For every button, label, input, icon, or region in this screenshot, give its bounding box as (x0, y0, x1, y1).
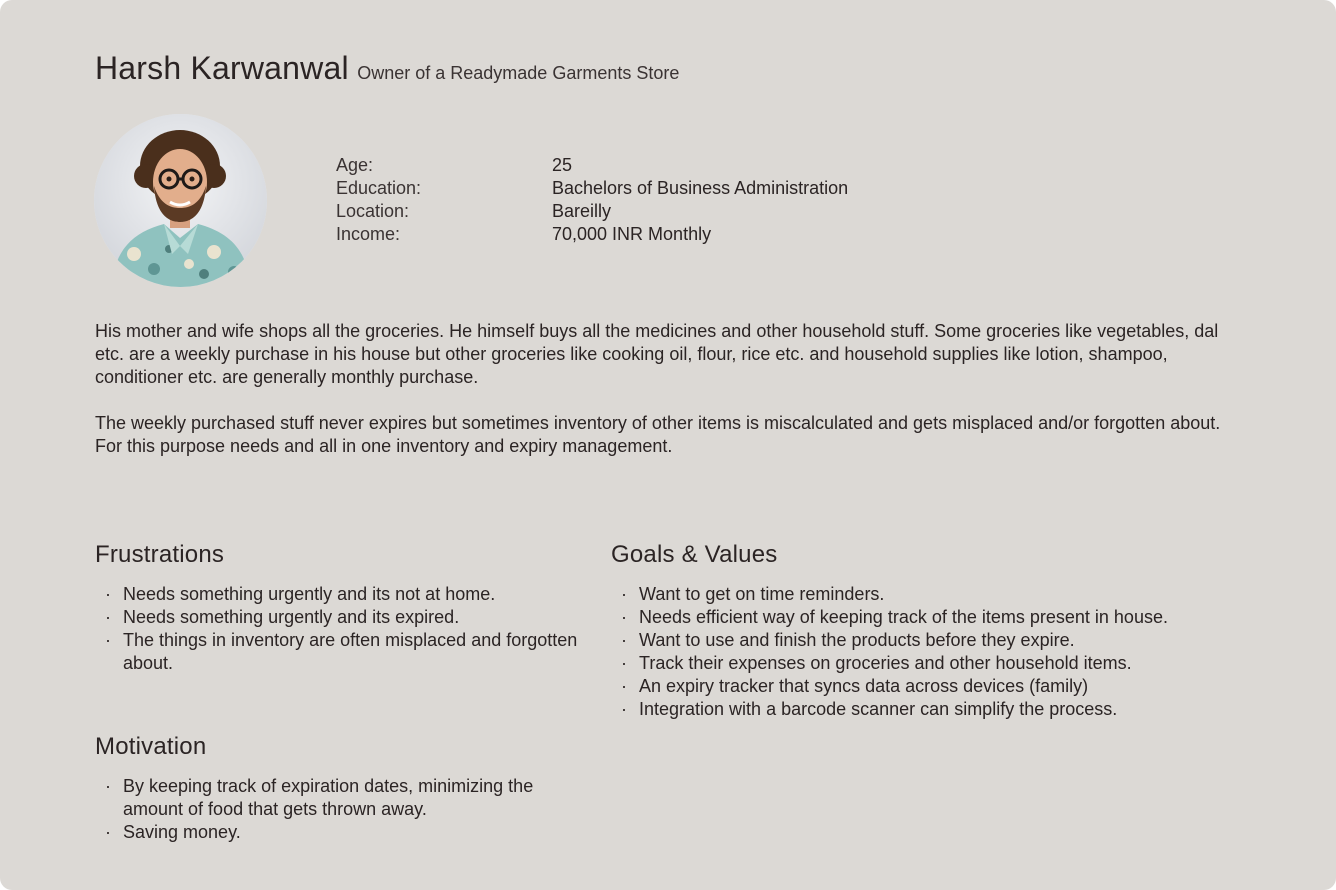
list-item-text: Track their expenses on groceries and other household items. (639, 653, 1132, 673)
bullet-icon: · (621, 607, 627, 627)
avatar (94, 114, 267, 287)
list-item (95, 583, 585, 606)
section-title: Goals & Values (611, 541, 778, 568)
list-item (95, 775, 585, 821)
persona-bio (95, 320, 1245, 481)
list-item-text: Needs something urgently and its expired. (123, 607, 460, 627)
bullet-icon: · (105, 630, 111, 650)
goals-section (611, 541, 1271, 721)
list-item-text: The things in inventory are often misplaced and forgotten about. (123, 630, 578, 673)
list-item-text: Saving money. (123, 822, 241, 842)
motivation-section (95, 733, 585, 844)
info-value: Bachelors of Business Administration (552, 178, 849, 198)
list-item (611, 698, 1271, 721)
bullet-icon: · (621, 584, 627, 604)
info-label: Education: (336, 178, 422, 198)
bullet-icon: · (105, 607, 111, 627)
list-item-text: Integration with a barcode scanner can simplify the process. (639, 699, 1118, 719)
info-row-location (336, 200, 848, 223)
bullet-icon: · (621, 699, 627, 719)
list-item (611, 583, 1271, 606)
bio-paragraph: His mother and wife shops all the groceries. He himself buys all the medicines and other household stuff. Some groceries like vegetables, dal etc. are a weekly purchase in his house but other groceries like cooking oil, flour, rice etc. and household supplies like lotion, shampoo, conditioner etc. are generally monthly purchase. (95, 321, 1219, 387)
info-value: Bareilly (552, 201, 612, 221)
list-item-text: Needs something urgently and its not at home. (123, 584, 496, 604)
info-value: 25 (552, 155, 573, 175)
list-item-text: Needs efficient way of keeping track of the items present in house. (639, 607, 1168, 627)
info-row-education (336, 177, 848, 200)
info-label: Location: (336, 201, 410, 221)
persona-name: Harsh Karwanwal (95, 50, 349, 86)
list-item (95, 629, 585, 675)
bullet-icon: · (621, 676, 627, 696)
info-row-age (336, 154, 848, 177)
goals-list (611, 583, 1271, 721)
motivation-list (95, 775, 585, 844)
list-item-text: An expiry tracker that syncs data across devices (family) (639, 676, 1089, 696)
list-item-text: Want to use and finish the products before they expire. (639, 630, 1075, 650)
list-item (95, 606, 585, 629)
persona-header (95, 50, 679, 87)
avatar-portrait (94, 114, 267, 287)
bullet-icon: · (105, 822, 111, 842)
bullet-icon: · (105, 584, 111, 604)
info-row-income (336, 223, 848, 246)
list-item (611, 629, 1271, 652)
list-item-text: By keeping track of expiration dates, minimizing the amount of food that gets thrown away. (123, 776, 534, 819)
persona-info (336, 154, 848, 246)
list-item (611, 675, 1271, 698)
bullet-icon: · (105, 776, 111, 796)
bullet-icon: · (621, 630, 627, 650)
frustrations-section (95, 541, 585, 675)
info-label: Income: (336, 224, 401, 244)
list-item (95, 821, 585, 844)
section-title: Frustrations (95, 541, 225, 568)
list-item (611, 606, 1271, 629)
persona-role: Owner of a Readymade Garments Store (357, 63, 680, 83)
list-item-text: Want to get on time reminders. (639, 584, 885, 604)
list-item (611, 652, 1271, 675)
bullet-icon: · (621, 653, 627, 673)
frustrations-list (95, 583, 585, 675)
info-label: Age: (336, 155, 374, 175)
info-value: 70,000 INR Monthly (552, 224, 712, 244)
bio-paragraph: The weekly purchased stuff never expires but sometimes inventory of other items is miscalculated and gets misplaced and/or forgotten about. For this purpose needs and all in one inventory and expiry management. (95, 413, 1221, 456)
section-title: Motivation (95, 733, 207, 760)
